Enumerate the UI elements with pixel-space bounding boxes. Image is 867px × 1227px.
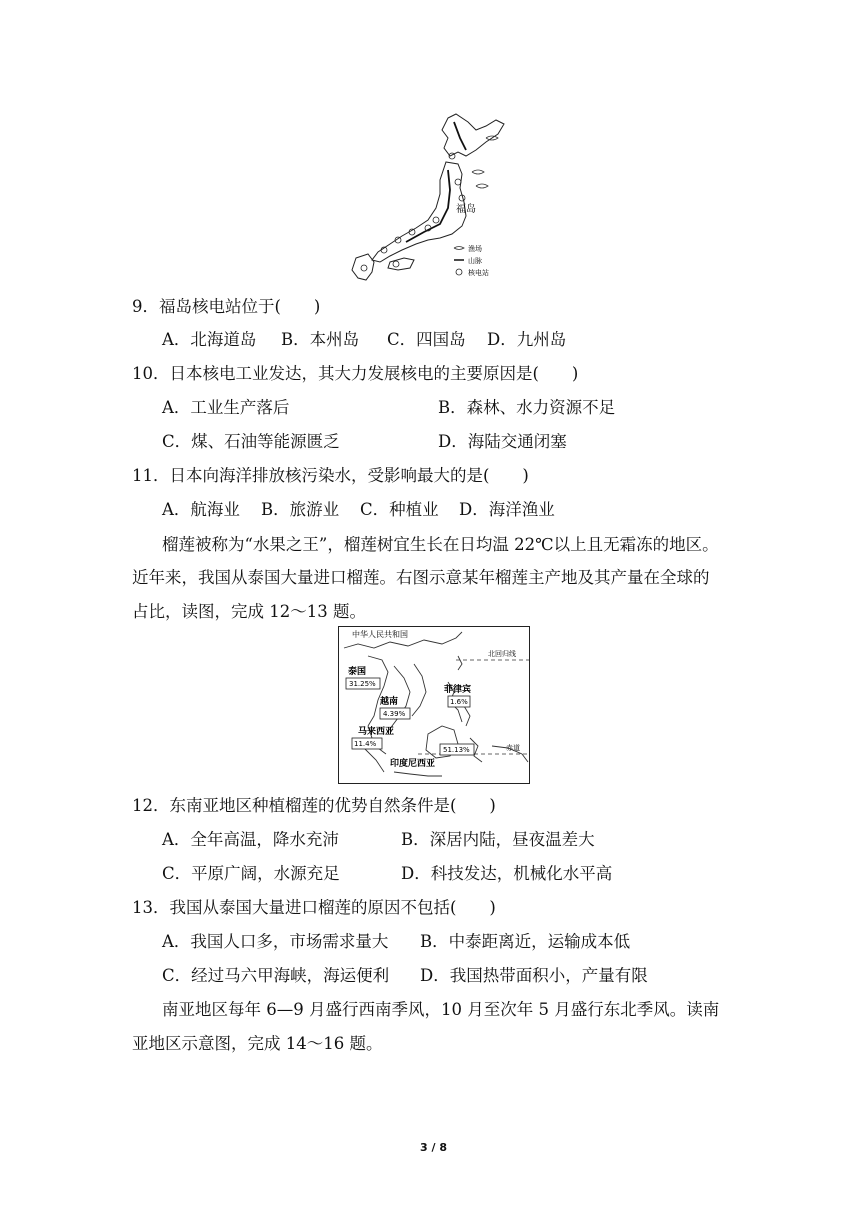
map-value-indonesia: 51.13% (443, 746, 470, 754)
q13-option-c: C．经过马六甲海峡，海运便利 (162, 966, 390, 985)
q12-option-a: A．全年高温，降水充沛 (162, 830, 339, 849)
q12-stem: 12．东南亚地区种植榴莲的优势自然条件是( ) (132, 796, 496, 815)
q11-option-c: C．种植业 (360, 500, 439, 519)
q10-option-c: C．煤、石油等能源匮乏 (162, 432, 340, 451)
q11-option-d: D．海洋渔业 (459, 500, 555, 519)
q13-option-a: A．我国人口多，市场需求量大 (162, 932, 389, 951)
q11-option-a: A．航海业 (162, 500, 240, 519)
q12-option-b: B．深居内陆，昼夜温差大 (401, 830, 595, 849)
q10-option-b: B．森林、水力资源不足 (438, 398, 616, 417)
map-value-malaysia: 11.4% (354, 740, 377, 748)
map-label-vietnam: 越南 (380, 697, 399, 707)
legend-nuclear: 核电站 (468, 269, 489, 277)
q9-option-c: C．四国岛 (387, 330, 466, 349)
map-label-thailand: 泰国 (348, 667, 367, 677)
q9-option-b: B．本州岛 (281, 330, 360, 349)
q9-option-d: D．九州岛 (487, 330, 567, 349)
fukushima-label: 福岛 (456, 204, 476, 215)
passage1-line-3: 占比，读图，完成 12～13 题。 (132, 602, 366, 621)
q10-option-a: A．工业生产落后 (162, 398, 290, 417)
map-label-equator: 赤道 (506, 744, 520, 752)
q10-option-d: D．海陆交通闭塞 (438, 432, 567, 451)
japan-map (336, 112, 516, 284)
map-value-thailand: 31.25% (349, 680, 376, 688)
legend-mountain: 山脉 (468, 257, 482, 265)
q12-option-c: C．平原广阔，水源充足 (162, 864, 340, 883)
q9-stem: 9．福岛核电站位于( ) (132, 297, 321, 316)
map-value-vietnam: 4.39% (383, 710, 406, 718)
q10-stem: 10．日本核电工业发达，其大力发展核电的主要原因是( ) (132, 364, 579, 383)
nuclear-icon (456, 269, 462, 275)
q13-option-b: B．中泰距离近，运输成本低 (420, 932, 631, 951)
passage2-line-2: 亚地区示意图，完成 14～16 题。 (132, 1034, 383, 1053)
map-label-tropic: 北回归线 (488, 650, 516, 658)
q9-option-a: A．北海道岛 (162, 330, 257, 349)
map-label-china: 中华人民共和国 (352, 630, 408, 639)
q13-stem: 13．我国从泰国大量进口榴莲的原因不包括( ) (132, 898, 496, 917)
passage1-line-2: 近年来，我国从泰国大量进口榴莲。右图示意某年榴莲主产地及其产量在全球的 (132, 568, 710, 587)
map-value-philippines: 1.6% (450, 698, 468, 706)
page-number: 3 / 8 (420, 1141, 447, 1154)
q11-stem: 11．日本向海洋排放核污染水，受影响最大的是( ) (132, 466, 529, 485)
legend-fishery: 渔场 (468, 245, 482, 253)
passage1-line-1: 榴莲被称为“水果之王”，榴莲树宜生长在日均温 22℃以上且无霜冻的地区。 (162, 535, 719, 554)
q11-option-b: B．旅游业 (261, 500, 340, 519)
q12-option-d: D．科技发达，机械化水平高 (401, 864, 613, 883)
map-label-philippines: 菲律宾 (444, 685, 472, 695)
southeast-asia-map (338, 626, 530, 784)
passage2-line-1: 南亚地区每年 6—9 月盛行西南季风，10 月至次年 5 月盛行东北季风。读南 (162, 1000, 720, 1019)
q13-option-d: D．我国热带面积小，产量有限 (420, 966, 648, 985)
map-label-malaysia: 马来西亚 (358, 727, 395, 737)
map-label-indonesia: 印度尼西亚 (390, 759, 436, 769)
